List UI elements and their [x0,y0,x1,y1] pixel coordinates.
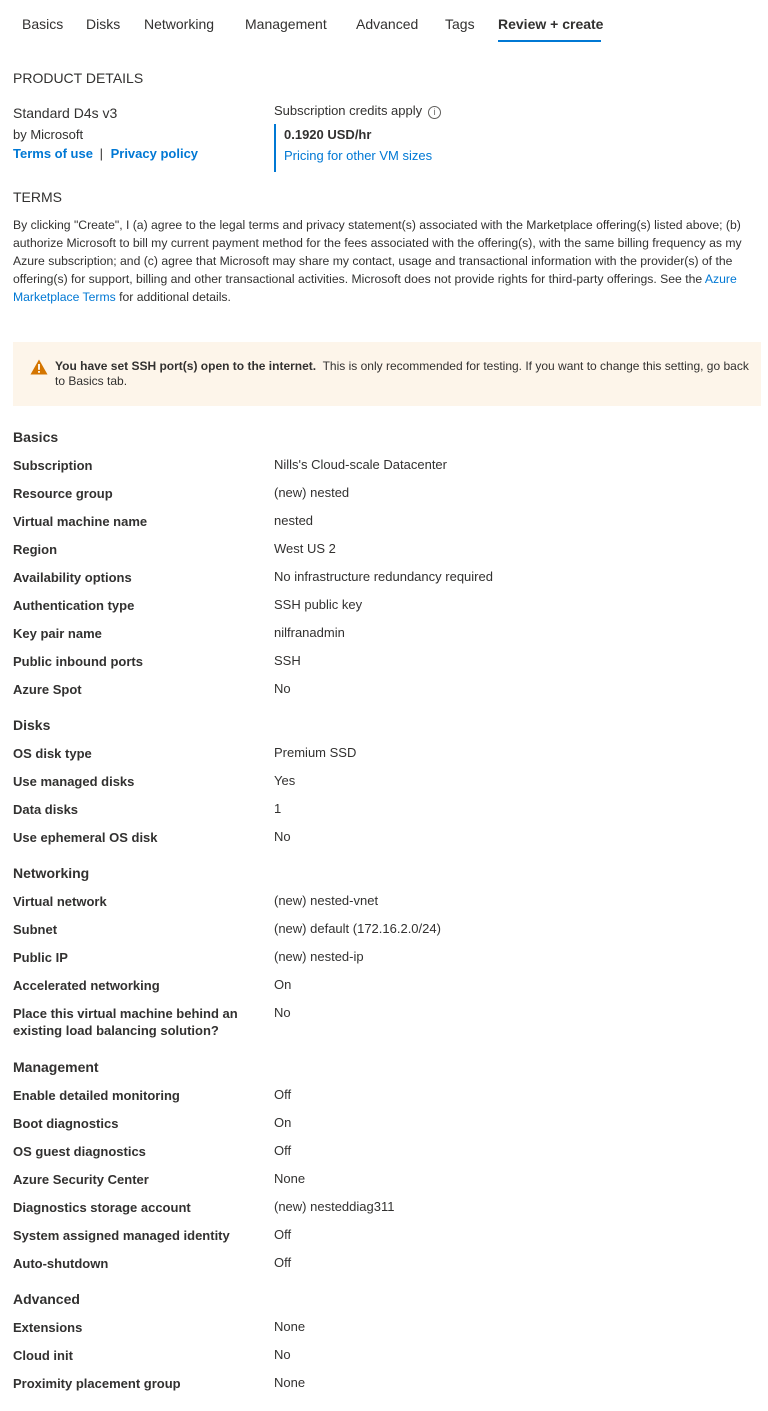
terms-text [13,216,743,306]
section-disks-title: Disks [13,717,51,733]
basics-value: SSH public key [274,597,363,612]
section-networking-title: Networking [13,865,90,881]
basics-value: nilfranadmin [274,625,345,640]
tab-management[interactable]: Management [245,16,327,32]
management-label: OS guest diagnostics [13,1144,146,1159]
product-name: Standard D4s v3 [13,105,118,121]
warning-bold-text: You have set SSH port(s) open to the internet. [55,359,317,373]
networking-label: Public IP [13,950,68,965]
active-tab-indicator [498,40,601,42]
subscription-credits-label: Subscription credits apply [274,103,423,118]
product-links [13,146,198,161]
basics-label: Azure Spot [13,682,82,697]
networking-value: (new) default (172.16.2.0/24) [274,921,441,936]
networking-label: Subnet [13,922,58,937]
price-value: 0.1920 USD/hr [284,127,372,142]
basics-value: (new) nested [274,485,350,500]
subscription-credits [274,103,441,119]
pricing-other-sizes-link[interactable]: Pricing for other VM sizes [284,148,433,163]
basics-label: Availability options [13,570,132,585]
section-advanced-title: Advanced [13,1291,80,1307]
networking-label: Virtual network [13,894,107,909]
terms-of-use-link[interactable]: Terms of use [13,146,93,161]
advanced-value: None [274,1319,306,1334]
networking-label: Place this virtual machine behind an existing load balancing solution? [13,1006,238,1038]
terms-text-body: By clicking "Create", I (a) agree to the legal terms and privacy statement(s) associated with the Marketplace offering(s) listed above; (b) authorize Microsoft to bill my current payment method for the fees associated with the offering(s), with the same billing frequency as my Azure subscription; and (c) agree that Microsoft may share my contact, usage and transactional information with the provider(s) of the offering(s) for support, billing and other transactional activities. Microsoft does not provide rights for third-party offerings. See the [13,218,742,286]
tab-basics[interactable]: Basics [22,16,64,32]
networking-value: On [274,977,292,992]
management-value: On [274,1115,292,1130]
section-management-title: Management [13,1059,99,1075]
networking-value: No [274,1005,291,1020]
tab-tags[interactable]: Tags [445,16,475,32]
privacy-policy-link[interactable]: Privacy policy [110,146,199,161]
warning-icon [30,359,48,375]
basics-label: Authentication type [13,598,135,613]
advanced-label: Cloud init [13,1348,73,1363]
terms-heading: TERMS [13,189,62,205]
advanced-label: Proximity placement group [13,1376,181,1391]
disks-label: Use ephemeral OS disk [13,830,158,845]
wizard-tabs [0,0,768,50]
ssh-warning-banner [13,342,761,406]
disks-label: OS disk type [13,746,92,761]
management-value: None [274,1171,306,1186]
basics-value: No infrastructure redundancy required [274,569,493,584]
tab-disks[interactable]: Disks [86,16,121,32]
warning-message [55,359,755,389]
basics-label: Subscription [13,458,93,473]
tab-networking[interactable]: Networking [144,16,215,32]
basics-value: No [274,681,291,696]
terms-text-end: for additional details. [115,290,231,304]
networking-label: Accelerated networking [13,978,160,993]
disks-value: 1 [274,801,282,816]
management-value: Off [274,1087,292,1102]
management-label: Boot diagnostics [13,1116,119,1131]
price-accent-bar [274,124,276,172]
advanced-label: Extensions [13,1320,83,1335]
management-value: (new) nesteddiag311 [274,1199,395,1214]
management-value: Off [274,1227,292,1242]
basics-label: Virtual machine name [13,514,148,529]
advanced-value: No [274,1347,291,1362]
basics-value: West US 2 [274,541,336,556]
management-value: Off [274,1143,292,1158]
basics-value: Nills's Cloud-scale Datacenter [274,457,447,472]
product-details-heading: PRODUCT DETAILS [13,70,144,86]
management-label: Enable detailed monitoring [13,1088,180,1103]
disks-value: Yes [274,773,296,788]
disks-value: Premium SSD [274,745,357,760]
management-value: Off [274,1255,292,1270]
basics-label: Public inbound ports [13,654,143,669]
product-publisher: by Microsoft [13,127,84,142]
basics-label: Resource group [13,486,113,501]
warning-detail-text: This is only recommended for testing. If you want to change this setting, go back to Basics tab. [55,359,749,388]
basics-label: Region [13,542,58,557]
networking-value: (new) nested-vnet [274,893,379,908]
management-label: Diagnostics storage account [13,1200,191,1215]
networking-value: (new) nested-ip [274,949,364,964]
basics-value: nested [274,513,314,528]
link-separator: | [99,146,103,161]
disks-label: Data disks [13,802,79,817]
disks-value: No [274,829,291,844]
management-label: Azure Security Center [13,1172,149,1187]
tab-review-create[interactable]: Review + create [498,16,604,32]
azure-marketplace-terms-link[interactable]: Azure Marketplace Terms [13,272,737,304]
tab-advanced[interactable]: Advanced [356,16,419,32]
disks-label: Use managed disks [13,774,135,789]
basics-label: Key pair name [13,626,102,641]
advanced-value: None [274,1375,306,1390]
info-icon[interactable]: i [428,106,441,119]
section-basics-title: Basics [13,429,59,445]
management-label: System assigned managed identity [13,1228,230,1243]
basics-value: SSH [274,653,301,668]
management-label: Auto-shutdown [13,1256,109,1271]
